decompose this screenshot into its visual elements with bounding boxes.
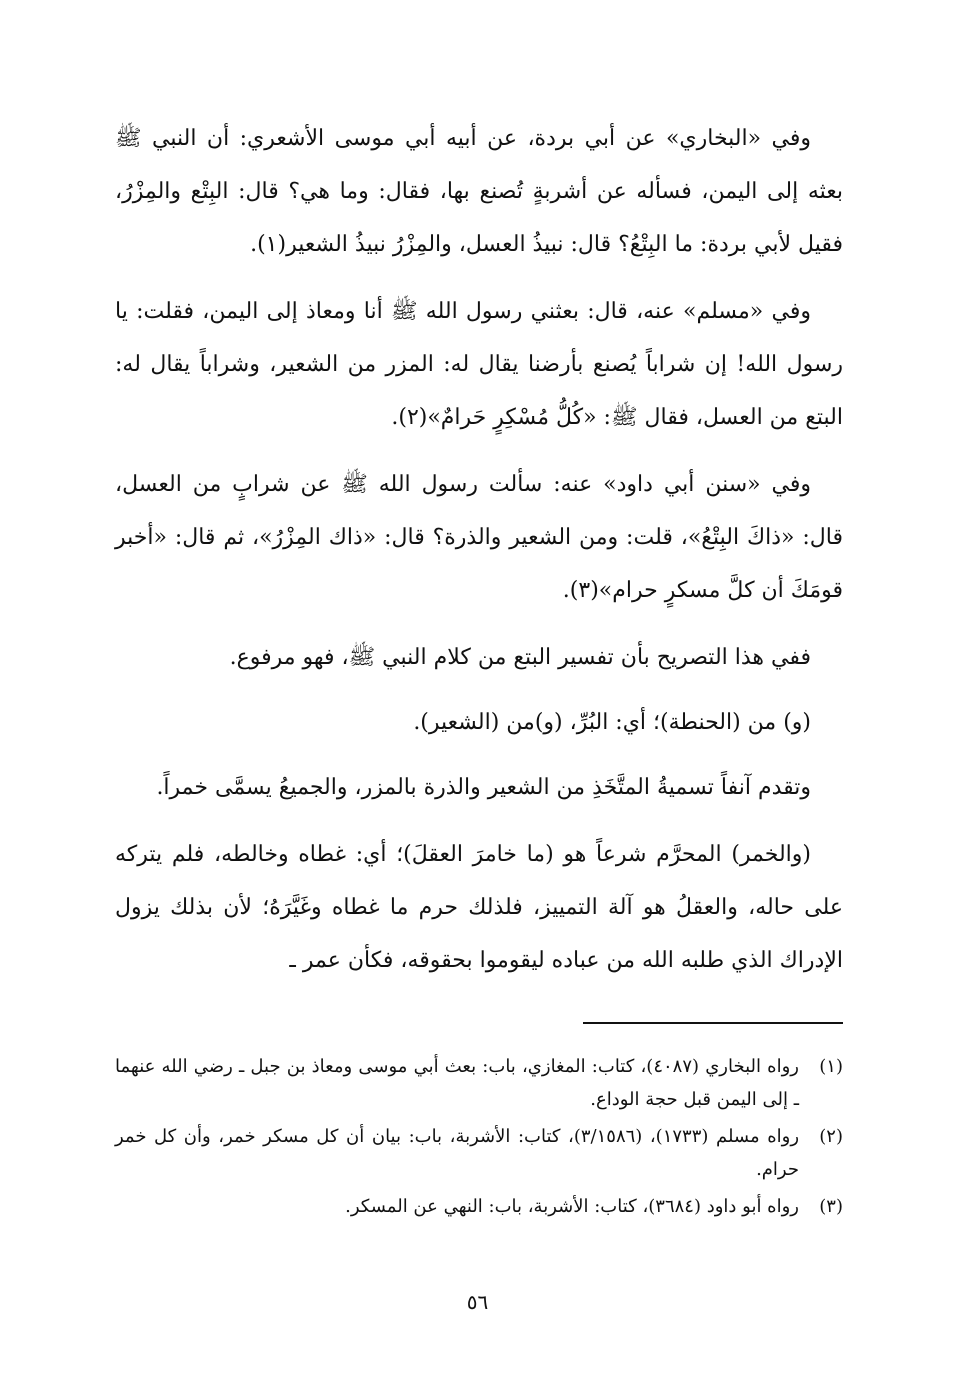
paragraph-muslim: وفي «مسلم» عنه، قال: بعثني رسول الله ﷺ أنا ومعاذ إلى اليمن، فقلت: يا رسول الله! إن شراباً يُصنع بأرضنا يقال له: المزر من الشعير، وشراباً يقال له: البتع من العسل، فقال ﷺ: «كُلُّ مُسْكِرٍ حَرامٌ»(٢). (115, 299, 843, 430)
paragraph-hinta: (و) من (الحنطة)؛ أي: البُرِّ، (و)من (الشعير). (413, 710, 811, 735)
footnote-item (115, 1190, 843, 1223)
paragraph-abu-dawud: وفي «سنن أبي داود» عنه: سألت رسول الله ﷺ عن شرابٍ من العسل، قال: «ذاكَ البِتْعُ»، قلت: ومن الشعير والذرة؟ قال: «ذاك المِزْرُ»، ثم قال: «أخبر قومَكَ أن كلَّ مسكرٍ حرام»(٣). (115, 472, 843, 603)
footnote-item (115, 1050, 843, 1116)
paragraph-bukhari: وفي «البخاري» عن أبي بردة، عن أبيه أبي موسى الأشعري: أن النبي ﷺ بعثه إلى اليمن، فسأله عن أشربةٍ تُصنع بها، فقال: وما هي؟ قال: البِتْع والمِزْرُ، فقيل لأبي بردة: ما البِتْعُ؟ قال: نبيذُ العسل، والمِزْرُ نبيذُ الشعير(١). (115, 126, 843, 257)
page-number: ٥٦ (466, 1290, 489, 1314)
footnote-number: (٣) (819, 1196, 843, 1217)
footnote-item (115, 1120, 843, 1186)
paragraph-khamr: (والخمر) المحرَّم شرعاً هو (ما خامرَ العقلَ)؛ أي: غطاه وخالطه، فلم يتركه على حاله، والعقلُ هو آلة التمييز، فلذلك حرم ما غطاه وغَيَّرَهُ؛ لأن بذلك يزول الإدراك الذي طلبه الله من عباده ليقوموا بحقوقه، فكأن عمر ـ (115, 842, 843, 973)
footnote-text: رواه البخاري (٤٠٨٧)، كتاب: المغازي، باب: بعث أبي موسى ومعاذ بن جبل ـ رضي الله عنهما ـ إلى اليمن قبل حجة الوداع. (115, 1056, 799, 1110)
footnote-number: (١) (819, 1056, 843, 1077)
paragraph-tasrih: ففي هذا التصريح بأن تفسير البتع من كلام النبي ﷺ، فهو مرفوع. (229, 645, 811, 670)
footnote-divider (583, 1022, 843, 1024)
footnote-text: رواه مسلم (١٧٣٣)، (٣/١٥٨٦)، كتاب: الأشربة، باب: بيان أن كل مسكر خمر، وأن كل خمر حرام. (115, 1126, 800, 1180)
footnote-text: رواه أبو داود (٣٦٨٤)، كتاب: الأشربة، باب: النهي عن المسكر. (345, 1196, 799, 1217)
footnotes (115, 1050, 843, 1227)
footnote-number: (٢) (819, 1126, 843, 1147)
paragraph-taqaddam: وتقدم آنفاً تسميةُ المتَّخَذِ من الشعير والذرة بالمزر، والجميعُ يسمَّى خمراً. (156, 775, 811, 800)
main-text (115, 112, 843, 987)
